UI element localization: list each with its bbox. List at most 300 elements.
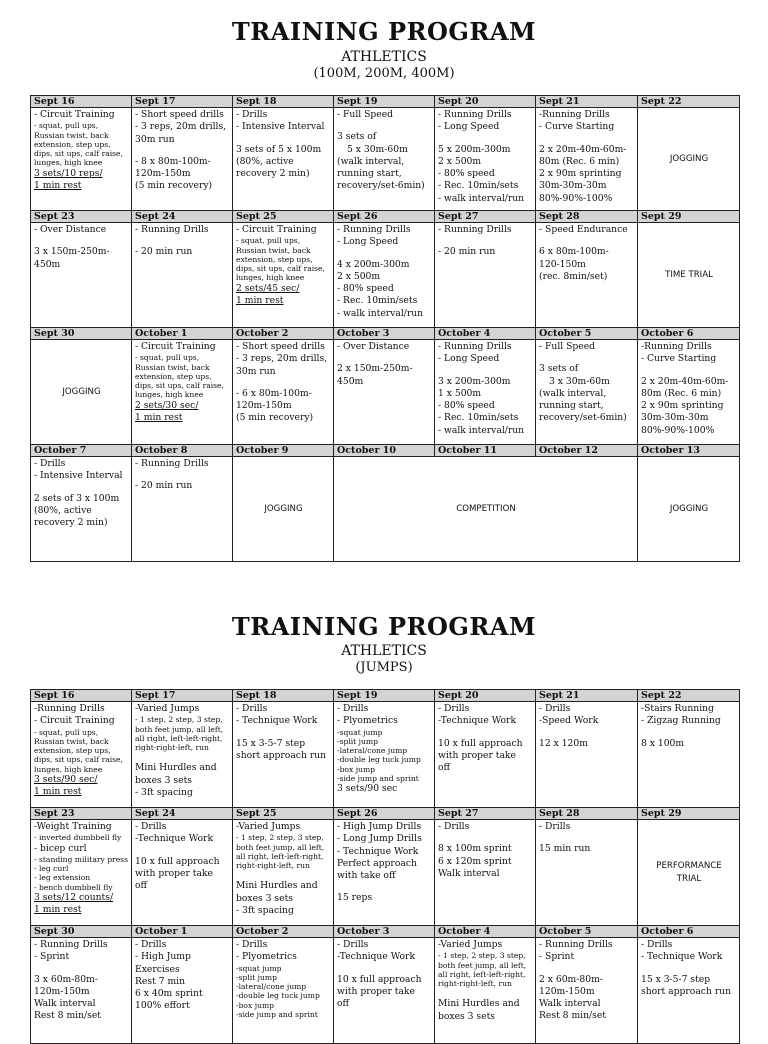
workout-line: with proper take xyxy=(438,749,516,761)
workout-line: 2 sets/45 sec/ xyxy=(236,282,300,294)
workout-line: 3 sets/12 counts/ xyxy=(34,892,114,904)
workout-line: 1 min rest xyxy=(34,904,82,916)
week-header-row xyxy=(31,690,740,702)
line-spacer xyxy=(438,236,533,246)
day-label: Sept 21 xyxy=(536,96,638,108)
day-label: October 7 xyxy=(31,445,132,457)
workout-line: - Short speed drills xyxy=(236,341,325,352)
day-label: Sept 19 xyxy=(334,690,435,702)
week-body-row xyxy=(31,223,740,328)
workout-line: -double leg tuck jump xyxy=(337,755,421,765)
workout-line: - Running Drills xyxy=(438,341,512,352)
workout-line: dips, sit ups, calf raise, xyxy=(236,264,325,274)
workout-line: off xyxy=(135,880,148,892)
workout-line: - High Jump xyxy=(135,951,191,963)
day-label: Sept 28 xyxy=(536,808,638,820)
workout-cell xyxy=(638,108,740,211)
workout-line: 10 x full approach xyxy=(438,737,523,749)
workout-cell xyxy=(638,223,740,328)
workout-line: - Drills xyxy=(438,703,470,714)
workout-line: running start, xyxy=(539,400,604,412)
workout-line: - Rec. 10min/sets xyxy=(337,295,418,307)
workout-line: lunges, high knee xyxy=(135,390,204,400)
workout-line: - 1 step, 2 step, 3 step, xyxy=(236,833,324,843)
workout-line: 2 sets of 3 x 100m xyxy=(34,492,120,504)
workout-line: 30m run xyxy=(135,133,175,145)
workout-line: 3 sets of 5 x 100m xyxy=(236,143,322,155)
day-label: Sept 29 xyxy=(638,211,740,223)
workout-line: - Zigzag Running xyxy=(641,715,721,727)
workout-line: all right, left-left-right, xyxy=(135,733,223,743)
day-label: Sept 27 xyxy=(435,808,536,820)
workout-line: lunges, high knee xyxy=(34,158,103,168)
workout-line: short approach run xyxy=(236,749,327,761)
workout-cell xyxy=(334,820,435,926)
week-header-row xyxy=(31,926,740,938)
workout-cell xyxy=(638,340,740,445)
workout-line: Russian twist, back xyxy=(34,736,109,746)
workout-line: -Running Drills xyxy=(34,703,105,714)
workout-line: (80%, active xyxy=(34,504,92,516)
line-spacer xyxy=(641,964,737,974)
workout-line: - bicep curl xyxy=(34,842,87,854)
week-header-row xyxy=(31,445,740,457)
workout-cell xyxy=(638,820,740,926)
workout-line: 10 x full approach xyxy=(135,855,220,867)
workout-line: 3 sets/10 reps/ xyxy=(34,167,103,179)
workout-cell xyxy=(334,223,435,328)
workout-line: Walk interval xyxy=(539,998,601,1010)
workout-line: -split jump xyxy=(236,972,277,982)
workout-line: Russian twist, back xyxy=(236,245,311,255)
workout-line: - Running Drills xyxy=(337,224,411,235)
workout-line: 3 sets/90 sec/ xyxy=(34,774,98,786)
day-label: October 10 xyxy=(334,445,435,457)
day-label: Sept 20 xyxy=(435,96,536,108)
workout-line: - Sprint xyxy=(539,951,575,963)
workout-label: TIME TRIAL xyxy=(665,269,713,280)
workout-line: - Drills xyxy=(539,821,571,832)
workout-line: 8 x 100m xyxy=(641,737,685,749)
workout-line: - squat, pull ups, xyxy=(34,727,99,737)
day-label: October 9 xyxy=(233,445,334,457)
workout-line: 120m-150m xyxy=(539,985,595,997)
day-label: Sept 19 xyxy=(334,96,435,108)
day-label: Sept 17 xyxy=(132,690,233,702)
day-label: Sept 30 xyxy=(31,328,132,340)
workout-line: (5 min recovery) xyxy=(135,180,213,192)
workout-line: - Running Drills xyxy=(135,458,209,469)
day-label: October 4 xyxy=(435,926,536,938)
day-label: Sept 24 xyxy=(132,808,233,820)
workout-line: - 3 reps, 20m drills, xyxy=(135,121,227,133)
workout-line: all right, left-left-right, xyxy=(438,969,526,979)
line-spacer xyxy=(236,870,331,880)
workout-line: 15 x 3-5-7 step xyxy=(641,973,711,985)
workout-line: Rest 8 min/set xyxy=(539,1010,606,1022)
workout-cell xyxy=(132,820,233,926)
workout-line: - Drills xyxy=(236,939,268,950)
jumps-schedule-table xyxy=(30,689,740,1044)
jumps-events: (JUMPS) xyxy=(355,660,413,675)
workout-label: JOGGING xyxy=(62,386,101,397)
workout-line: - 1 step, 2 step, 3 step, xyxy=(438,951,526,961)
workout-line: (5 min recovery) xyxy=(236,412,314,424)
workout-cell xyxy=(31,457,132,562)
workout-line: Mini Hurdles and xyxy=(236,880,318,892)
line-spacer xyxy=(641,728,737,738)
workout-cell xyxy=(132,223,233,328)
line-spacer xyxy=(438,988,533,998)
workout-cell xyxy=(536,820,638,926)
workout-line: both feet jump, all left, xyxy=(438,960,527,970)
workout-cell xyxy=(536,702,638,808)
day-label: October 3 xyxy=(334,328,435,340)
sprint-events: (100M, 200M, 400M) xyxy=(313,66,455,81)
workout-line: 15 x 3-5-7 step xyxy=(236,737,306,749)
workout-line: - 3ft spacing xyxy=(236,905,294,917)
workout-line: - Drills xyxy=(34,458,66,469)
workout-line: -Varied Jumps xyxy=(236,821,301,832)
workout-line: off xyxy=(337,998,350,1010)
week-body-row xyxy=(31,702,740,808)
workout-cell xyxy=(31,702,132,808)
workout-line: - 3ft spacing xyxy=(135,787,193,799)
workout-line: -Varied Jumps xyxy=(135,703,200,714)
workout-line: - 80% speed xyxy=(438,400,495,412)
day-label: October 6 xyxy=(638,926,740,938)
workout-line: 120m-150m xyxy=(135,168,191,180)
day-label: Sept 21 xyxy=(536,690,638,702)
workout-line: - squat, pull ups, xyxy=(236,236,301,246)
day-label: October 1 xyxy=(132,328,233,340)
workout-line: boxes 3 sets xyxy=(438,1010,495,1022)
workout-line: 2 x 20m-40m-60m- xyxy=(641,375,729,387)
day-label: Sept 25 xyxy=(233,211,334,223)
workout-line: - Drills xyxy=(236,703,268,714)
workout-line: 6 x 40m sprint xyxy=(135,988,203,1000)
workout-line: both feet jump, all left, xyxy=(135,724,224,734)
jumps-subtitle: ATHLETICS xyxy=(341,643,427,659)
line-spacer xyxy=(641,366,737,376)
workout-cell xyxy=(536,938,638,1044)
day-label: October 2 xyxy=(233,926,334,938)
day-label: Sept 26 xyxy=(334,211,435,223)
workout-cell xyxy=(132,702,233,808)
workout-line: -Technique Work xyxy=(337,951,416,963)
workout-line: 30m-30m-30m xyxy=(641,412,709,424)
workout-line: -squat jump xyxy=(236,963,282,973)
workout-cell xyxy=(31,820,132,926)
workout-line: - Rec. 10min/sets xyxy=(438,412,519,424)
workout-line: Exercises xyxy=(135,963,180,975)
workout-label: JOGGING xyxy=(264,503,303,514)
workout-line: - Over Distance xyxy=(34,224,107,235)
workout-line: 80%-90%-100% xyxy=(539,192,613,204)
workout-line: boxes 3 sets xyxy=(135,774,192,786)
week-header-row xyxy=(31,96,740,108)
workout-line: 3 x 30m-60m xyxy=(549,375,610,387)
workout-line: lunges, high knee xyxy=(236,273,305,283)
day-label: Sept 29 xyxy=(638,808,740,820)
workout-line: - Technique Work xyxy=(337,845,419,857)
workout-line: - Running Drills xyxy=(135,224,209,235)
workout-line: - squat, pull ups, xyxy=(34,121,99,131)
workout-line: - 20 min run xyxy=(135,246,193,258)
workout-line: 80%-90%-100% xyxy=(641,424,715,436)
workout-line: -Running Drills xyxy=(641,341,712,352)
line-spacer xyxy=(337,882,432,892)
workout-cell xyxy=(334,108,435,211)
workout-line: extension, step ups, xyxy=(236,254,313,264)
workout-line: - Speed Endurance xyxy=(539,224,628,235)
workout-line: - inverted dumbbell fly xyxy=(34,833,122,843)
workout-line: -Stairs Running xyxy=(641,703,714,714)
workout-line: (walk interval, xyxy=(539,387,607,399)
day-label: Sept 27 xyxy=(435,211,536,223)
workout-line: all right, left-left-right, xyxy=(236,851,324,861)
workout-line: recovery/set-6min) xyxy=(539,412,627,424)
workout-cell xyxy=(334,702,435,808)
workout-line: Walk interval xyxy=(34,998,96,1010)
line-spacer xyxy=(34,236,129,246)
workout-line: - walk interval/run xyxy=(337,307,424,319)
workout-line: - standing military press xyxy=(34,854,128,864)
workout-cell xyxy=(435,223,536,328)
workout-line: 5 x 30m-60m xyxy=(347,143,408,155)
workout-line: Mini Hurdles and xyxy=(135,762,217,774)
workout-cell xyxy=(132,938,233,1044)
day-label: Sept 28 xyxy=(536,211,638,223)
workout-line: - Full Speed xyxy=(337,109,394,120)
line-spacer xyxy=(337,964,432,974)
workout-line: - Running Drills xyxy=(438,224,512,235)
workout-line: 3 sets of xyxy=(337,131,377,143)
workout-line: 120m-150m xyxy=(236,400,292,412)
workout-line: - Drills xyxy=(337,939,369,950)
workout-line: - squat, pull ups, xyxy=(135,353,200,363)
workout-line: dips, sit ups, calf raise, xyxy=(135,381,224,391)
workout-cell xyxy=(334,340,435,445)
workout-line: running start, xyxy=(337,168,402,180)
workout-cell xyxy=(233,820,334,926)
workout-line: - 3 reps, 20m drills, xyxy=(236,353,328,365)
workout-line: 3 x 60m-80m- xyxy=(34,973,98,985)
workout-line: - High Jump Drills xyxy=(337,821,422,832)
workout-line: 6 x 120m sprint xyxy=(438,855,512,867)
line-spacer xyxy=(135,146,230,156)
workout-line: 1 min rest xyxy=(34,786,82,798)
workout-line: recovery 2 min) xyxy=(236,168,310,180)
workout-line: - Curve Starting xyxy=(539,121,615,133)
workout-line: - Circuit Training xyxy=(34,109,115,120)
workout-line: -lateral/cone jump xyxy=(337,746,408,756)
line-spacer xyxy=(539,134,635,144)
workout-line: -lateral/cone jump xyxy=(236,982,307,992)
line-spacer xyxy=(539,728,635,738)
workout-cell xyxy=(536,340,638,445)
workout-cell xyxy=(233,702,334,808)
workout-line: right-right-left, run xyxy=(236,861,310,871)
workout-line: (rec. 8min/set) xyxy=(539,270,608,282)
workout-line: 10 x full approach xyxy=(337,973,422,985)
line-spacer xyxy=(337,121,432,131)
line-spacer xyxy=(135,236,230,246)
workout-line: 100% effort xyxy=(135,1000,190,1012)
workout-line: short approach run xyxy=(641,985,732,997)
line-spacer xyxy=(236,378,331,388)
workout-cell xyxy=(435,938,536,1044)
day-label: October 5 xyxy=(536,926,638,938)
workout-line: - Running Drills xyxy=(438,109,512,120)
workout-line: 120m-150m xyxy=(34,985,90,997)
day-label: Sept 23 xyxy=(31,211,132,223)
workout-line: (80%, active xyxy=(236,155,294,167)
line-spacer xyxy=(135,846,230,856)
workout-line: - Curve Starting xyxy=(641,353,717,365)
workout-line: 2 x 500m xyxy=(337,270,381,282)
workout-line: 8 x 100m sprint xyxy=(438,843,512,855)
workout-line: 80m (Rec. 6 min) xyxy=(641,387,722,399)
workout-line: - Plyometrics xyxy=(236,951,297,963)
workout-line: -split jump xyxy=(337,736,378,746)
week-body-row xyxy=(31,108,740,211)
workout-line: 2 x 90m sprinting xyxy=(641,400,724,412)
workout-line: extension, step ups, xyxy=(34,139,111,149)
day-label: Sept 30 xyxy=(31,926,132,938)
workout-line: 5 x 200m-300m xyxy=(438,143,511,155)
workout-cell xyxy=(233,108,334,211)
week-body-row xyxy=(31,457,740,562)
workout-cell xyxy=(638,938,740,1044)
workout-line: with take off xyxy=(337,870,396,882)
workout-line: Russian twist, back xyxy=(135,362,210,372)
workout-line: - Sprint xyxy=(34,951,70,963)
workout-label: COMPETITION xyxy=(456,503,516,514)
day-label: October 6 xyxy=(638,328,740,340)
day-label: Sept 25 xyxy=(233,808,334,820)
workout-line: 3 x 200m-300m xyxy=(438,375,511,387)
day-label: October 13 xyxy=(638,445,740,457)
workout-cell xyxy=(31,938,132,1044)
workout-cell xyxy=(132,457,233,562)
line-spacer xyxy=(135,752,230,762)
sprint-title: TRAINING PROGRAM xyxy=(231,17,537,46)
workout-line: 3 sets/90 sec xyxy=(337,783,398,795)
workout-line: - Long Jump Drills xyxy=(337,833,422,845)
day-label: Sept 16 xyxy=(31,690,132,702)
sprint-subtitle: ATHLETICS xyxy=(341,49,427,65)
workout-line: 12 x 120m xyxy=(539,737,588,749)
workout-line: - Intensive Interval xyxy=(34,470,123,482)
day-label: Sept 16 xyxy=(31,96,132,108)
workout-line: - Circuit Training xyxy=(34,715,115,727)
workout-line: - Long Speed xyxy=(337,236,399,248)
workout-line: - leg extension xyxy=(34,873,91,883)
workout-cell xyxy=(435,820,536,926)
line-spacer xyxy=(438,833,533,843)
jumps-title: TRAINING PROGRAM xyxy=(231,612,537,641)
workout-line: 1 x 500m xyxy=(438,387,482,399)
workout-line: 450m xyxy=(34,258,61,270)
workout-line: 2 sets/30 sec/ xyxy=(135,399,199,411)
line-spacer xyxy=(438,134,533,144)
workout-line: -side jump and sprint xyxy=(337,774,419,784)
workout-line: - Running Drills xyxy=(539,939,613,950)
workout-line: - Short speed drills xyxy=(135,109,224,120)
workout-line: - Running Drills xyxy=(34,939,108,950)
workout-cell xyxy=(233,340,334,445)
workout-line: - 8 x 80m-100m- xyxy=(135,155,211,167)
workout-line: dips, sit ups, calf raise, xyxy=(34,149,123,159)
workout-line: (walk interval, xyxy=(337,155,405,167)
workout-line: - 1 step, 2 step, 3 step, xyxy=(135,715,223,725)
workout-cell xyxy=(233,457,334,562)
line-spacer xyxy=(539,964,635,974)
workout-line: - Drills xyxy=(438,821,470,832)
line-spacer xyxy=(236,728,331,738)
line-spacer xyxy=(539,236,635,246)
line-spacer xyxy=(34,964,129,974)
day-label: October 8 xyxy=(132,445,233,457)
workout-line: recovery 2 min) xyxy=(34,517,108,529)
workout-line: 80m (Rec. 6 min) xyxy=(539,155,620,167)
workout-line: -double leg tuck jump xyxy=(236,991,320,1001)
workout-line: 120-150m xyxy=(539,258,586,270)
week-body-row xyxy=(31,938,740,1044)
workout-line: off xyxy=(438,762,451,774)
workout-line: - Drills xyxy=(135,939,167,950)
workout-line: - Drills xyxy=(539,703,571,714)
sprint-schedule-table xyxy=(30,95,740,562)
workout-line: 3 sets of xyxy=(539,363,579,375)
workout-line: - Long Speed xyxy=(438,353,500,365)
workout-line: with proper take xyxy=(135,867,213,879)
workout-line: - Long Speed xyxy=(438,121,500,133)
workout-line: - walk interval/run xyxy=(438,192,525,204)
workout-cell xyxy=(334,457,638,562)
day-label: Sept 22 xyxy=(638,96,740,108)
workout-line: - bench dumbbell fly xyxy=(34,882,113,892)
workout-line: -Technique Work xyxy=(438,715,517,727)
workout-line: right-right-left, run xyxy=(135,743,209,753)
day-label: October 5 xyxy=(536,328,638,340)
day-label: Sept 18 xyxy=(233,690,334,702)
line-spacer xyxy=(539,353,635,363)
workout-line: - Drills xyxy=(337,703,369,714)
workout-line: -Running Drills xyxy=(539,109,610,120)
workout-line: - Technique Work xyxy=(236,715,318,727)
workout-line: Mini Hurdles and xyxy=(438,998,520,1010)
workout-cell xyxy=(31,223,132,328)
workout-line: with proper take xyxy=(337,985,415,997)
workout-line: -box jump xyxy=(236,1000,275,1010)
workout-cell xyxy=(435,108,536,211)
day-label: Sept 22 xyxy=(638,690,740,702)
workout-line: -box jump xyxy=(337,764,376,774)
workout-line: -Weight Training xyxy=(34,821,112,832)
workout-line: - Technique Work xyxy=(641,951,723,963)
workout-line: 1 min rest xyxy=(135,412,183,424)
workout-cell xyxy=(31,108,132,211)
workout-line: - Full Speed xyxy=(539,341,596,352)
workout-line: 3 x 150m-250m- xyxy=(34,246,110,258)
workout-line: -squat jump xyxy=(337,727,383,737)
workout-line: 30m run xyxy=(236,365,276,377)
workout-line: 2 x 20m-40m-60m- xyxy=(539,143,627,155)
workout-line: - Drills xyxy=(236,109,268,120)
workout-cell xyxy=(334,938,435,1044)
